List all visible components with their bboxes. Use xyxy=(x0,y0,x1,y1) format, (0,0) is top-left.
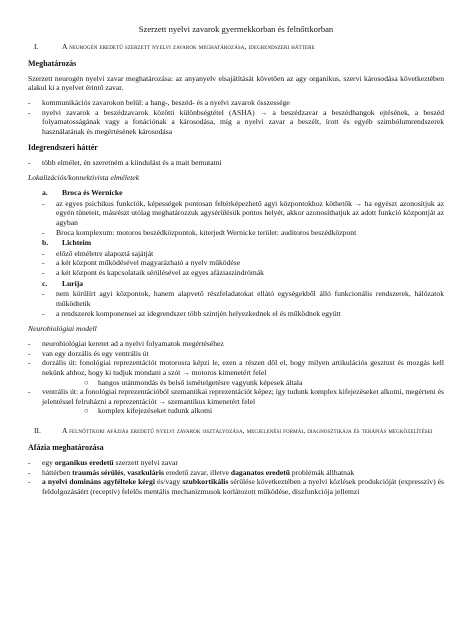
subsection-broca: a. Broca és Wernicke xyxy=(42,187,123,197)
list-item: - a két központ és kapcsolataik sérülésével az egyes afáziaszindrómák xyxy=(42,268,264,278)
list-item: - Broca komplexum: motoros beszédközpontok, kiterjedt Wernicke terület: auditoros beszédközpont xyxy=(42,227,357,237)
bullet-icon: - xyxy=(42,289,45,299)
list-item: - neurobiológiai keretet ad a nyelvi folyamatok megértéséhez xyxy=(28,338,224,348)
bullet-icon: - xyxy=(28,467,31,477)
circle-bullet-icon: ○ xyxy=(84,406,89,416)
bullet-icon: - xyxy=(28,97,31,107)
list-item-sub: ○ hangos utánmondás és belső ismételgetésre vagyunk képesek általa xyxy=(84,377,303,387)
section-title: A felnőttkori afáziás eredetű nyelvi zavarok osztályozása, megjelenési formái, diagnosztikája és terápiás megközelítései xyxy=(62,426,433,436)
bullet-icon: - xyxy=(28,157,31,167)
definition-heading: Meghatározás xyxy=(28,58,77,68)
section-heading-1 xyxy=(28,42,444,52)
list-item: - a két központ működésével magyarázható a nyelv működése xyxy=(42,258,241,268)
list-item-sub: ○ komplex kifejezéseket tudunk alkotni xyxy=(84,406,213,416)
list-item: - több elmélet, én szeretném a kiindulást és a mait bemutatni xyxy=(28,157,222,167)
subsection-lichteim: b. Lichteim xyxy=(42,238,92,248)
bullet-icon: - xyxy=(42,248,45,258)
bullet-icon: - xyxy=(42,308,45,318)
list-item: - egy organikus eredetű szerzett nyelvi zavar xyxy=(28,457,178,467)
bullet-icon: - xyxy=(28,387,31,397)
list-item: - háttérben traumás sérülés, vaszkuláris eredetű zavar, illetve daganatos eredetű problémák állhatnak xyxy=(28,467,355,477)
list-item: - van egy dorzális és egy ventrális út xyxy=(28,348,149,358)
list-item: - nem körülírt agyi központok, hanem alapvető részfeladatokat ellátó egységekből álló funkcionális rendszerek, hálózatok működtetik xyxy=(42,289,444,309)
list-item: - nyelvi zavarok a beszédzavarok közötti különbségtétel (ASHA) → a beszédzavar a beszédhangok ejtésének, a beszéd folyamatosságának vagy a fonációnak a károsodása, míg a nyelvi zavar a beszélt, írott és egyéb szimbólumrendszerek használatának és megértésének károsodása xyxy=(28,107,444,136)
aphasia-definition-heading: Afázia meghatározása xyxy=(28,442,104,452)
localization-heading: Lokalizációs/konnektivista elméletek xyxy=(28,173,140,183)
bullet-icon: - xyxy=(42,268,45,278)
section-heading-2 xyxy=(28,426,444,436)
list-item: - a nyelvi domináns agyfélteke kérgi és/vagy szubkortikális sérülése következtében a nyelvi közlések produkcióját (expresszív) és feldolgozásáért (receptív) felelős mentális mechanizmusok korlátozott működése, diszfunkciója jellemzi xyxy=(28,477,444,496)
bullet-icon: - xyxy=(28,348,31,358)
bullet-icon: - xyxy=(42,198,45,208)
bullet-icon: - xyxy=(42,258,45,268)
list-item: - előző elméletre alapoztá sajátját xyxy=(42,248,154,258)
list-item: - a rendszerek komponensei az idegrendszer több szintjén helyezkednek el és működnek együtt xyxy=(42,308,341,318)
bullet-icon: - xyxy=(42,227,45,237)
list-item: - az egyes psichikus funkciók, képességek pontosan feltérképezhető agyi központokhoz köthetők → ha egyészt azonosítjuk az egyén tüneteit, másrészt utólag meghatározzuk agysérülésük pontos helyét, akkor azonosíthatjuk az adott funkció központját az agyban xyxy=(42,198,444,227)
subsection-lurija: c. Lurija xyxy=(42,278,84,288)
list-item: - kommunikációs zavarokon belül: a hang-, beszéd- és a nyelvi zavarok összessége xyxy=(28,97,290,107)
neurobiological-model-heading: Neurobiológiai modell xyxy=(28,324,97,334)
list-item: - ventrális út: a fonológiai reprezentációból szemantikai reprezentációt képez; így tudunk komplex kifejezéseket alkotni, megérteni és jelentéssel felruházni a reprezentációt → szemantikus kimenetért felel xyxy=(28,387,444,406)
bullet-icon: - xyxy=(28,457,31,467)
bullet-icon: - xyxy=(28,477,31,487)
section-number: II. xyxy=(34,426,41,436)
section-title: A neurogén eredetű szerzett nyelvi zavarok meghatározása, idegrendszeri háttere xyxy=(62,41,315,51)
definition-paragraph: Szerzett neurogén nyelvi zavar meghatározása: az anyanyelv elsajátítását követően az agy organikus, szervi károsodása következtében alakul ki a nyelvet érintő zavar. xyxy=(28,73,444,93)
list-item: - dorzális út: fonológiai reprezentációt motorosra képzi le, ezen a részen dől el, hogy milyen artikulációs gesztust és mozgás kell nekünk ahhoz, hogy ki tudjuk mondani a szót → motoros kimenetért felel xyxy=(28,358,444,377)
bullet-icon: - xyxy=(28,358,31,368)
document-title: Szerzett nyelvi zavarok gyermekkorban és felnőttkorban xyxy=(138,24,334,34)
section-number: I. xyxy=(34,41,39,51)
bullet-icon: - xyxy=(28,338,31,348)
bullet-icon: - xyxy=(28,107,31,117)
neuro-background-heading: Idegrendszeri háttér xyxy=(28,142,98,152)
circle-bullet-icon: ○ xyxy=(84,377,89,387)
